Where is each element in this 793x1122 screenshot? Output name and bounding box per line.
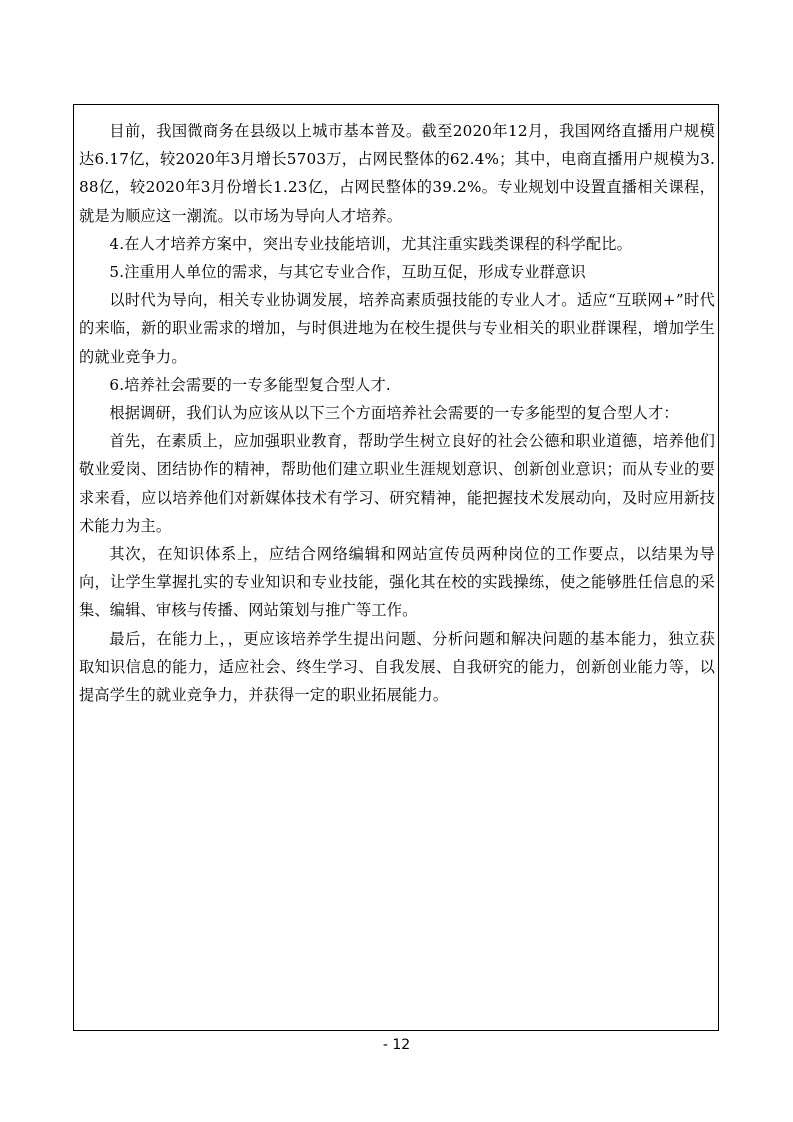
paragraph-era-orientation: 以时代为导向，相关专业协调发展，培养高素质强技能的专业人才。适应“互联网+”时代的来临，新的职业需求的增加，与时俱进地为在校生提供与专业相关的职业群课程，增加学生的就业竞争力。 — [79, 291, 715, 366]
document-body — [79, 117, 715, 709]
paragraph-point-4: 4.在人才培养方案中，突出专业技能培训，尤其注重实践类课程的科学配比。 — [109, 234, 633, 253]
paragraph-research-intro: 根据调研，我们认为应该从以下三个方面培养社会需要的一专多能型的复合型人才： — [109, 404, 679, 423]
paragraph-third-ability: 最后，在能力上，，更应该培养学生提出问题、分析问题和解决问题的基本能力，独立获取知识信息的能力，适应社会、终生学习、自我发展、自我研究的能力，创新创业能力等，以提高学生的就业竞争力，并获得一定的职业拓展能力。 — [79, 629, 715, 705]
paragraph-live-streaming-stats: 目前，我国微商务在县级以上城市基本普及。截至2020年12月，我国网络直播用户规模达6.17亿，较2020年3月增长5703万，占网民整体的62.4%；其中，电商直播用户规模为3.88亿，较2020年3月份增长1.23亿，占网民整体的39.2%。专业规划中设置直播相关课程，就是为顺应这一潮流。以市场为导向人才培养。 — [79, 122, 715, 225]
paragraph-first-quality: 首先，在素质上，应加强职业教育，帮助学生树立良好的社会公德和职业道德，培养他们敬业爱岗、团结协作的精神，帮助他们建立职业生涯规划意识、创新创业意识；而从专业的要求来看，应以培养他们对新媒体技术有学习、研究精神，能把握技术发展动向，及时应用新技术能力为主。 — [79, 432, 715, 535]
paragraph-point-5: 5.注重用人单位的需求，与其它专业合作，互助互促，形成专业群意识 — [109, 263, 586, 282]
paragraph-point-6: 6.培养社会需要的一专多能型复合型人才. — [109, 375, 391, 394]
paragraph-second-knowledge: 其次，在知识体系上，应结合网络编辑和网站宣传员两种岗位的工作要点，以结果为导向，让学生掌握扎实的专业知识和专业技能，强化其在校的实践操练，使之能够胜任信息的采集、编辑、审核与传播、网站策划与推广等工作。 — [79, 545, 715, 620]
page-number: - 12 — [382, 1037, 411, 1053]
